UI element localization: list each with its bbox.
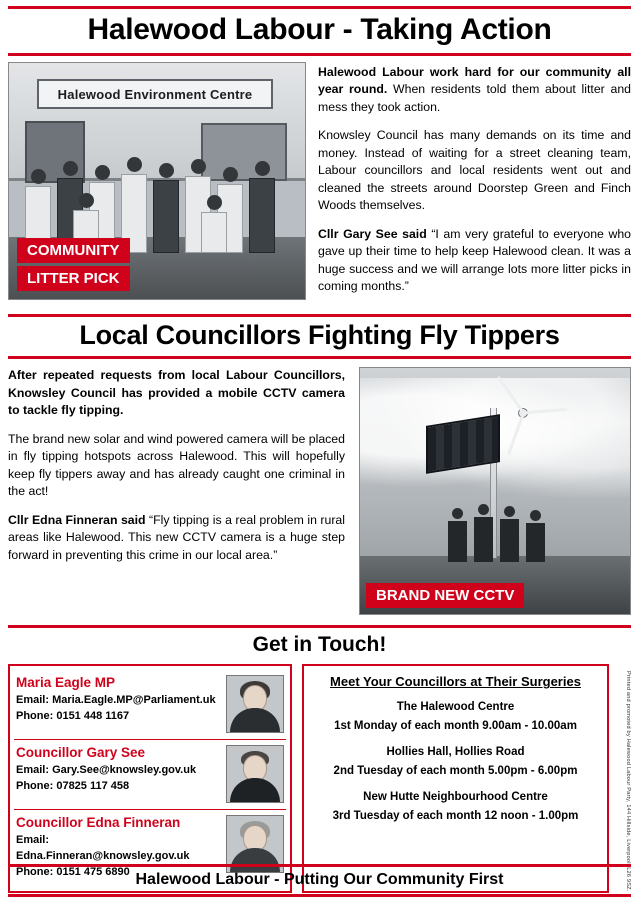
surgery-item [310,746,601,777]
avatar [226,675,284,733]
surgery-item [310,701,601,732]
story2-quote-attrib: Cllr Edna Finneran said [8,512,146,527]
story1-paragraph-3 [318,226,631,296]
story1-paragraph-1 [318,64,631,116]
cctv-photo-caption: BRAND NEW CCTV [366,583,524,608]
story2-paragraph-3 [8,512,345,564]
litter-pick-photo [8,62,306,300]
contacts-box [8,664,292,893]
contact-email[interactable]: Email: Gary.See@knowsley.gov.uk [16,764,197,777]
story1-lead-bold: Halewood Labour work hard for our community all year round. [318,65,631,97]
story1-lead-rest: When residents told them about litter and mess they took action. [318,82,632,114]
contact-row [14,740,286,810]
section-banner-fly-tippers [8,314,631,359]
avatar [226,745,284,803]
surgery-time: 2nd Tuesday of each month 5.00pm - 6.00pm [333,765,578,778]
environment-centre-sign: Halewood Environment Centre [37,79,273,109]
story2-paragraph-2: The brand new solar and wind powered camera will be placed in fly tipping hotspots across Halewood. This will hopefully keep fly tippers away and has already caught one criminal in the act! [8,431,345,499]
story2-quote-text: “Fly tipping is a real problem in rural areas like Halewood. This new CCTV camera is a huge step forward in preventing this crime in our local area.” [8,512,345,562]
story-litter-pick-text [318,62,631,306]
contact-email[interactable]: Email: Maria.Eagle.MP@Parliament.uk [16,694,216,707]
contact-info [16,675,226,733]
story-cctv [8,367,631,623]
section-title-fly-tippers: Local Councillors Fighting Fly Tippers [79,320,560,351]
story1-quote-text: “I am very grateful to everyone who gave up their time to help keep Halewood clean. It was a huge success and we will arrange lots more litter picks in coming months.” [318,226,632,293]
photo-people-group [446,500,556,562]
story2-lead-bold: After repeated requests from local Labour Councillors, Knowsley Council has provided a mobile CCTV camera to tackle fly tipping. [8,368,345,418]
page-title: Halewood Labour - Taking Action [87,13,552,46]
surgery-place: Hollies Hall, Hollies Road [386,746,525,759]
contact-name: Maria Eagle MP [16,675,116,691]
contact-row [14,670,286,740]
contact-name: Councillor Gary See [16,745,146,761]
contact-email[interactable]: Email: Edna.Finneran@knowsley.gov.uk [16,834,190,863]
cctv-photo [359,367,631,615]
get-in-touch-columns [8,664,631,893]
story-cctv-text [8,367,345,615]
divider [8,625,631,628]
surgery-time: 3rd Tuesday of each month 12 noon - 1.00pm [332,810,579,823]
photo-caption-litter-pick: LITTER PICK [17,266,130,291]
photo-caption-community: COMMUNITY [17,238,130,263]
footer-text: Halewood Labour - Putting Our Community First [135,871,504,888]
surgery-item [310,791,601,822]
contact-info [16,745,226,803]
story-litter-pick [8,62,631,312]
surgery-place: The Halewood Centre [396,701,515,714]
contact-phone: Phone: 0151 448 1167 [16,710,130,723]
story1-paragraph-2: Knowsley Council has many demands on its time and money. Instead of waiting for a street cleaning team, Labour councillors and local residents went out and cleaned the streets around Doorstep Green and Finch Woods themselves. [318,128,631,213]
contact-phone: Phone: 0151 475 6890 [16,866,130,879]
surgeries-box [302,664,609,893]
cctv-photo-wrap [359,367,631,615]
imprint-text: Printed and promoted by Halewood Labour Party, 144 Hillside, Liverpool, L26 9SZ. [625,670,631,892]
surgeries-title: Meet Your Councillors at Their Surgeries [330,674,581,690]
surgery-place: New Hutte Neighbourhood Centre [363,791,548,804]
photo-volunteers-group [9,145,305,253]
footer-banner [8,864,631,897]
litter-pick-photo-wrap [8,62,306,306]
get-in-touch-title: Get in Touch! [252,633,387,657]
masthead [8,6,631,56]
contact-phone: Phone: 07825 117 458 [16,780,130,793]
story1-quote-attrib: Cllr Gary See said [318,226,427,241]
surgery-time: 1st Monday of each month 9.00am - 10.00am [334,720,577,733]
contact-name: Councillor Edna Finneran [16,815,181,831]
